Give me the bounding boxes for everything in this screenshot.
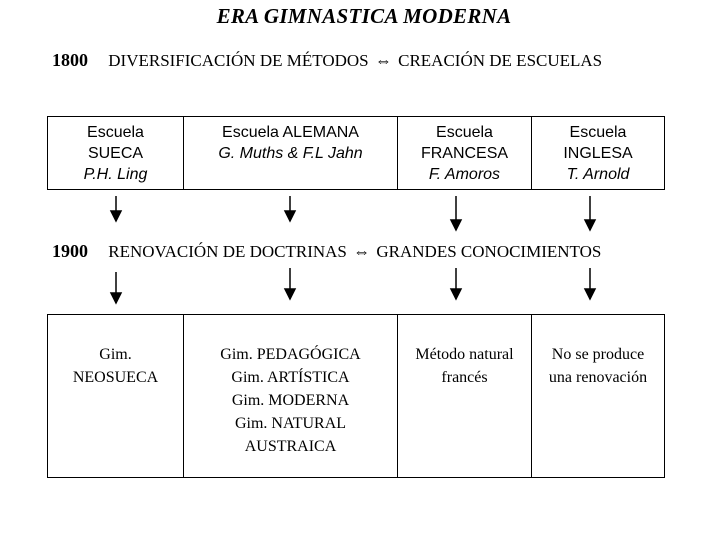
double-arrow-icon: ⇔	[353, 242, 371, 261]
result-line: una renovación	[548, 369, 648, 386]
diagram-title: ERA GIMNASTICA MODERNA	[216, 4, 512, 28]
arrow-down-icon	[585, 220, 595, 230]
row-1800-left: DIVERSIFICACIÓN DE MÉTODOS	[108, 51, 369, 70]
row-1900-left: RENOVACIÓN DE DOCTRINAS	[108, 242, 347, 261]
arrow-down-icon	[451, 289, 461, 299]
result-line: Gim. ARTÍSTICA	[231, 369, 350, 386]
result-line: NEOSUECA	[72, 369, 159, 386]
arrow-down-icon	[585, 289, 595, 299]
school-name: FRANCESA	[420, 145, 509, 162]
school-name: SUECA	[87, 145, 144, 162]
double-arrow-icon: ⇔	[374, 51, 392, 70]
school-founder: P.H. Ling	[83, 166, 148, 183]
school-label: Escuela	[436, 124, 493, 141]
result-line: No se produce	[551, 346, 645, 363]
school-founder: F. Amoros	[428, 166, 501, 183]
year-1800: 1800	[52, 50, 88, 70]
school-founder: G. Muths & F.L Jahn	[218, 145, 363, 162]
school-label: Escuela	[569, 124, 627, 141]
row-1900-right: GRANDES CONOCIMIENTOS	[376, 242, 602, 261]
result-line: Gim. MODERNA	[231, 392, 350, 409]
school-founder: T. Arnold	[566, 166, 630, 183]
school-name: INGLESA	[563, 145, 633, 162]
result-line: AUSTRAICA	[244, 438, 337, 455]
result-line: Gim. PEDAGÓGICA	[220, 346, 361, 363]
result-line: Gim.	[99, 346, 132, 363]
row-1800-right: CREACIÓN DE ESCUELAS	[398, 51, 603, 70]
arrow-down-icon	[111, 211, 121, 221]
result-line: Método natural	[415, 346, 514, 363]
arrow-down-icon	[285, 289, 295, 299]
result-line: francés	[441, 369, 488, 386]
school-label: Escuela	[87, 124, 144, 141]
arrow-down-icon	[451, 220, 461, 230]
arrow-down-icon	[111, 293, 121, 303]
year-1900: 1900	[52, 241, 88, 261]
result-line: Gim. NATURAL	[234, 415, 347, 432]
arrow-down-icon	[285, 211, 295, 221]
school-label: Escuela ALEMANA	[222, 124, 359, 141]
